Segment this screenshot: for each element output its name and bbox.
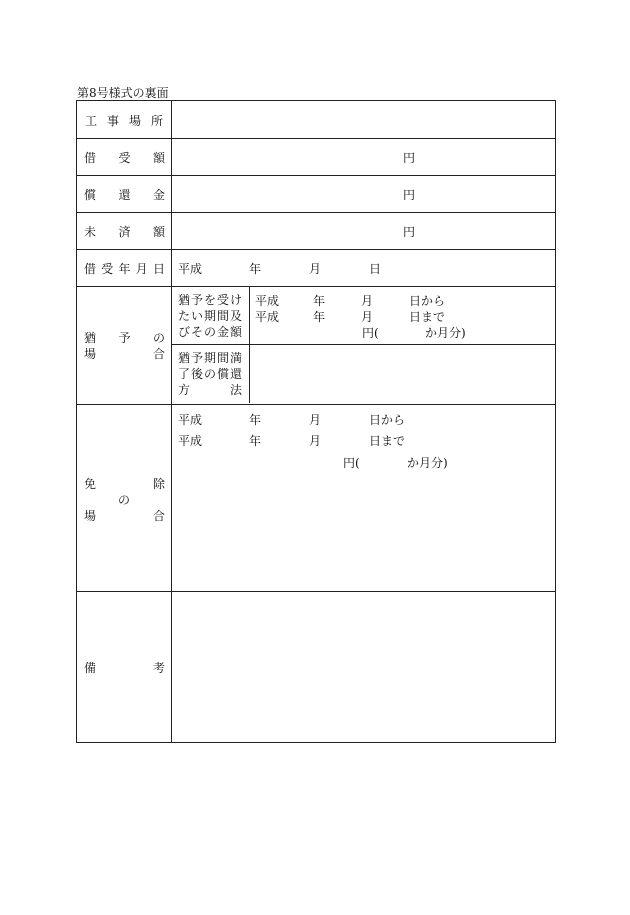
label-char: 未 [84,225,97,239]
exemption-yen: 円( [343,456,360,470]
deferral-to-year: 年 [313,310,326,324]
label-char: 借 [84,151,97,165]
label-char: 猶 [84,331,97,345]
loan-date-month: 月 [309,262,322,276]
label-char: 免 [84,477,97,491]
deferral-to-day: 日まで [409,310,446,324]
label-char: 合 [152,347,165,361]
deferral-after-label-line: 了後の償還 [178,367,244,381]
exemption-label [77,404,172,591]
label-char: 備 [84,661,97,675]
exemption-to-era: 平成 [178,434,203,448]
deferral-period-label [178,292,243,340]
row-deferral [77,286,555,405]
label-char: 事 [106,114,119,128]
loan-amount-unit: 円 [403,151,416,165]
label-char: 除 [152,477,165,491]
row-remarks [77,591,555,742]
form-table [76,100,556,743]
deferral-from-day: 日から [409,294,446,308]
row-outstanding [77,212,555,250]
deferral-period-label-line: たい期間及 [178,309,244,323]
exemption-to-month: 月 [309,434,322,448]
label-char: 所 [150,114,163,128]
label-char: 受 [118,151,131,165]
label-char: の [152,331,165,345]
remarks-label [77,591,172,742]
deferral-to-month: 月 [361,310,374,324]
loan-date-label [77,249,172,286]
exemption-to-year: 年 [249,434,262,448]
label-char: 日 [152,262,165,276]
exemption-from-era: 平成 [178,413,203,427]
label-char: 工 [85,114,98,128]
label-char: 借 [84,262,97,276]
loan-amount-label [77,138,172,175]
row-loan-amount [77,138,555,176]
label-char: 予 [118,331,131,345]
deferral-months: か月分) [425,326,466,340]
label-char: の [118,493,131,507]
label-char: 済 [118,225,131,239]
loan-date-day: 日 [369,262,382,276]
form-title: 第8号様式の裏面 [77,86,169,100]
exemption-from-year: 年 [249,413,262,427]
label-char: 額 [152,151,165,165]
label-char: 合 [152,509,165,523]
exemption-from-day: 日から [369,413,406,427]
construction-site-label [77,101,172,138]
outstanding-unit: 円 [403,225,416,239]
label-char: 償 [84,188,97,202]
label-char: 月 [135,262,148,276]
deferral-after-label-line: 猶予期間満 [178,351,244,365]
label-char: 場 [128,114,141,128]
label-char: 額 [152,225,165,239]
exemption-from-month: 月 [309,413,322,427]
outstanding-label [77,212,172,249]
label-char: 受 [101,262,114,276]
repayment-unit: 円 [403,188,416,202]
exemption-months: か月分) [407,456,448,470]
deferral-from-year: 年 [313,294,326,308]
repayment-label [77,175,172,212]
exemption-to-day: 日まで [369,434,406,448]
row-loan-date [77,249,555,287]
label-char: 場 [84,347,97,361]
label-char: 金 [152,188,165,202]
deferral-period-label-line: 猶予を受け [178,293,244,307]
deferral-from-month: 月 [361,294,374,308]
loan-date-era: 平成 [178,262,203,276]
deferral-split-line [172,344,555,345]
label-char: 考 [152,661,165,675]
row-construction-site [77,101,555,139]
deferral-to-era: 平成 [255,310,280,324]
row-exemption [77,404,555,592]
deferral-period-label-line: びその金額 [178,325,244,339]
label-char: 場 [84,509,97,523]
deferral-after-label [178,350,243,398]
label-char: 年 [118,262,131,276]
deferral-after-label-line: 方 法 [178,383,244,397]
loan-date-year: 年 [249,262,262,276]
label-char: 還 [118,188,131,202]
deferral-yen: 円( [362,326,379,340]
deferral-label [77,286,172,404]
deferral-from-era: 平成 [255,294,280,308]
row-repayment [77,175,555,213]
